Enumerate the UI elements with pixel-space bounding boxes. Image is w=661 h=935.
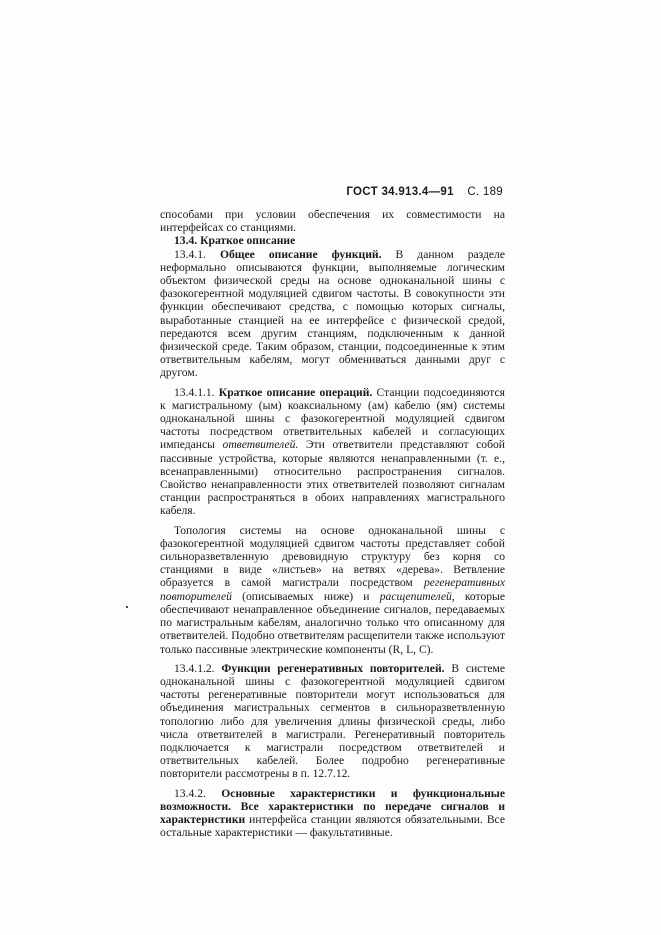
section-13-4-heading: 13.4. Краткое описание <box>174 234 296 248</box>
paragraph-text: (описываемых ниже) и <box>242 589 370 603</box>
paragraph-13-4-1-2 <box>160 662 505 781</box>
clause-text: интерфейса станции являются обязательными. Все остальные характеристики — факультативные. <box>160 812 505 840</box>
clause-number: 13.4.1.2. <box>174 661 215 675</box>
clause-number: 13.4.1. <box>174 247 206 261</box>
clause-title: Функции регенеративных повторителей. <box>221 661 445 675</box>
paragraph-text: которые обеспечивают ненаправленное объединение сигналов, передаваемых по магистральным кабелям, аналогично только что описанному для ответвителей. Подобно ответвителям расщепители также используют только пассивные электрические компоненты (R, L, C). <box>160 589 505 656</box>
paragraph-13-4-1 <box>160 248 505 380</box>
clause-text: Станции подсоединяются к магистральному (ым) коаксиальному (ам) кабелю (ям) системы одноканальной шины с фазокогерентной модуляцией сдвигом частоты посредством ответвительных кабелей и согласующих импедансы <box>160 385 505 452</box>
clause-text: В системе одноканальной шины с фазокогерентной модуляцией сдвигом частоты регенеративные повторители могут использоваться для объединения магистральных сегментов в сильноразветвленную топологию либо для увеличения длины физической среды, либо числа ответвителей в магистрали. Регенеративный повторитель подключается к магистрали посредством ответвителей и ответвительных кабелей. Более подробно регенеративные повторители рассмотрены в п. 12.7.12. <box>160 661 506 781</box>
term-couplers: ответвителей. <box>222 438 299 452</box>
paragraph-13-4-1-1 <box>160 386 505 518</box>
page-number: С. 189 <box>467 186 503 198</box>
paragraph-text: Топология системы на основе одноканальной шины с фазокогерентной модуляцией сдвигом частоты представляет собой сильноразветвленную древовидную структуру без корня со станциями в виде «листьев» на ветвях «дерева». Ветвление образуется в самой магистрали посредством <box>160 523 505 590</box>
scan-speck <box>126 606 128 608</box>
standard-number: ГОСТ 34.913.4—91 <box>346 186 454 198</box>
page-header <box>346 186 503 198</box>
term-regenerative-repeaters: регенеративных повторителей <box>160 576 505 603</box>
clause-title: Общее описание функций. <box>219 247 382 261</box>
term-splitters: расщепителей, <box>379 589 455 603</box>
clause-text: В данном разделе неформально описываются функции, выполняемые логическим объектом физической среды на основе одноканальной шины с фазокогерентной модуляцией сдвигом частоты. В совокупности эти функции обеспечивают средства, с помощью которых сигналы, выработанные станцией на ее интерфейсе с физической средой, передаются всем другим станциям, подключенным к данной физической среде. Таким образом, станции, подсоединенные к этим ответвительным кабелям, могут обмениваться данными друг с другом. <box>160 247 505 380</box>
clause-number: 13.4.1.1. <box>174 385 215 399</box>
paragraph-topology <box>160 524 505 656</box>
clause-title: Основные характеристики и функциональные возможности. <box>160 786 505 813</box>
clause-text: Эти ответвители представляют собой пассивные устройства, которые являются ненаправленными (т. е., всенаправленными) относительно распространения сигналов. Свойство ненаправленности этих ответвителей позволяют сигналам станции распространяться в обоих направлениях магистрального кабеля. <box>160 438 505 518</box>
continued-paragraph: способами при условии обеспечения их совместимости на интерфейсах со станциями. <box>160 208 505 235</box>
document-body <box>160 208 505 839</box>
clause-title: Краткое описание операций. <box>218 385 373 399</box>
paragraph-13-4-2 <box>160 787 505 840</box>
clause-number: 13.4.2. <box>174 786 206 800</box>
clause-bold-text: Все характеристики по передаче сигналов и характеристики <box>160 799 505 826</box>
